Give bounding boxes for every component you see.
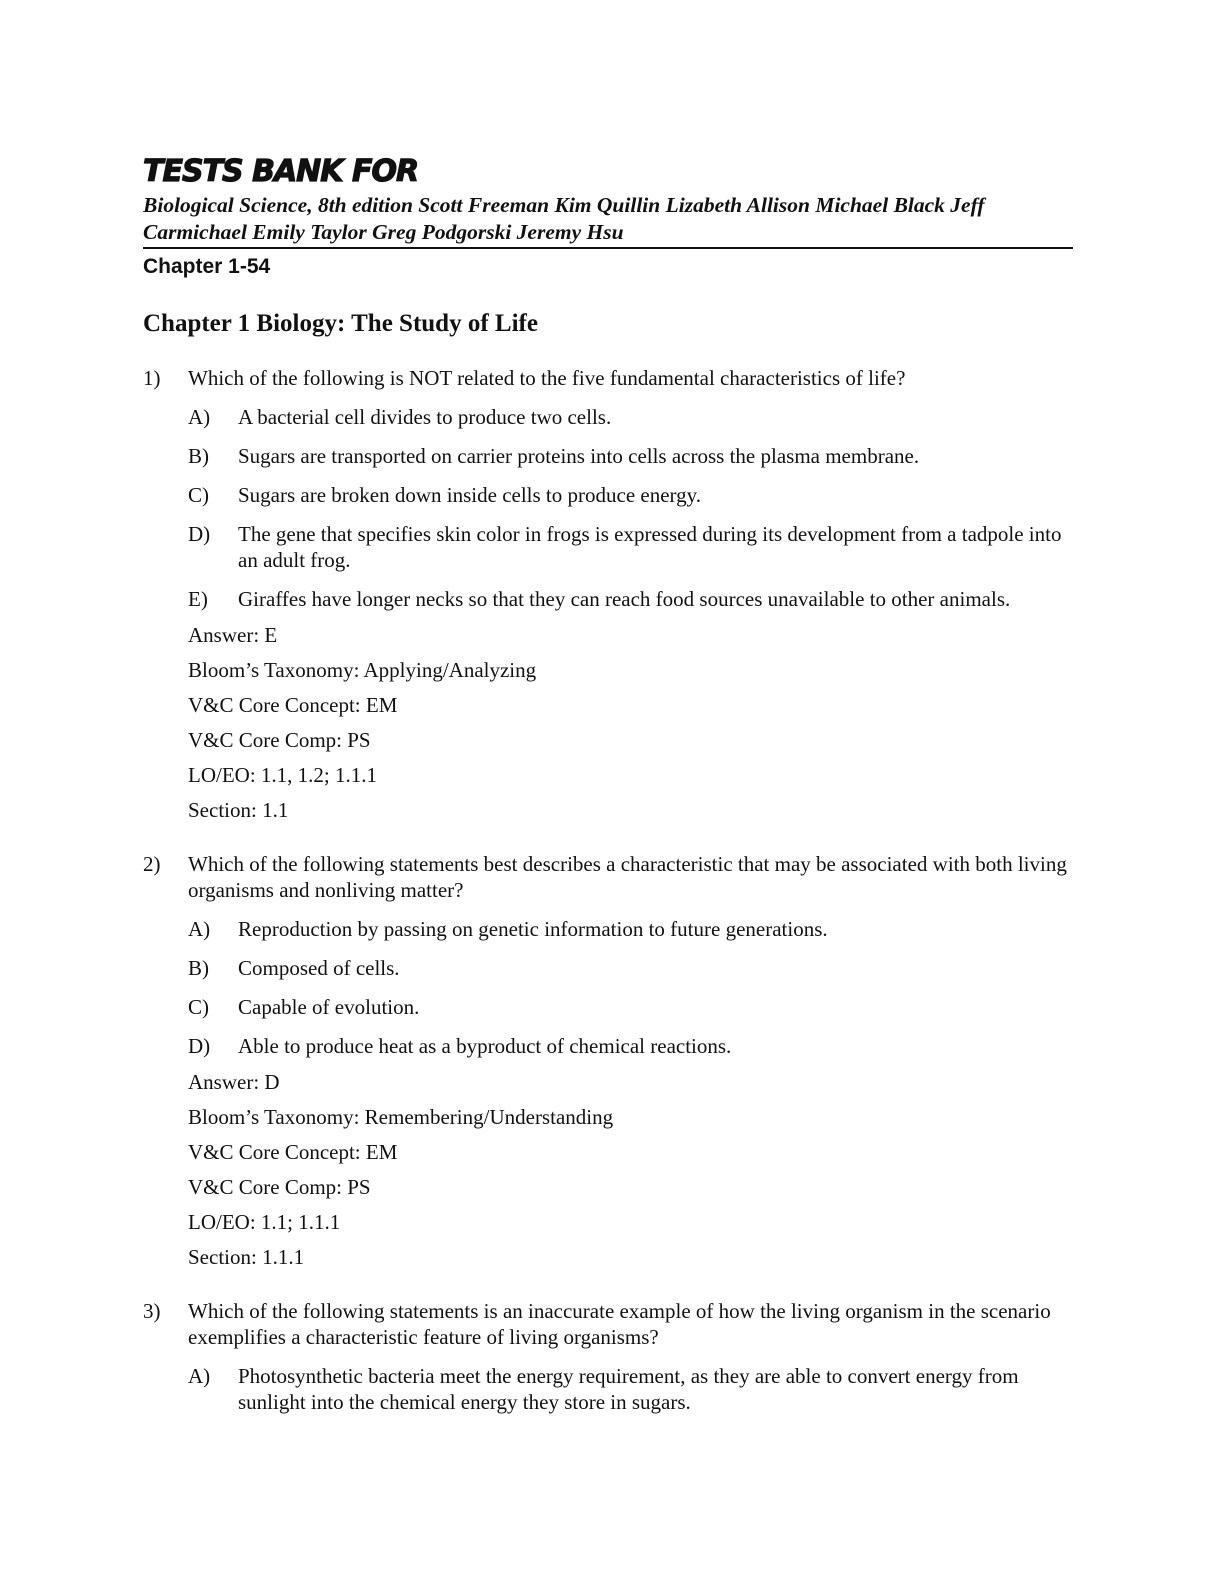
document-page (143, 150, 1073, 1428)
option-b (188, 955, 1073, 981)
question-text: Which of the following statements best describes a characteristic that may be associated with both living organisms and nonliving matter? (188, 852, 1067, 902)
option-e (188, 586, 1073, 612)
question-text: Which of the following is NOT related to the five fundamental characteristics of life? (188, 366, 906, 390)
question-text: Which of the following statements is an inaccurate example of how the living organism in the scenario exemplifies a characteristic feature of living organisms? (188, 1299, 1051, 1349)
answer-line: Answer: E (188, 623, 278, 647)
option-b (188, 443, 1073, 469)
header-divider (143, 247, 1073, 249)
option-letter: D) (188, 522, 211, 546)
option-letter: B) (188, 956, 209, 980)
core-concept-line: V&C Core Concept: EM (188, 1140, 398, 1164)
option-c (188, 994, 1073, 1020)
blooms-taxonomy-line: Bloom’s Taxonomy: Applying/Analyzing (188, 658, 537, 682)
option-letter: A) (188, 1364, 211, 1388)
section-line: Section: 1.1 (188, 798, 289, 822)
core-concept-line: V&C Core Concept: EM (188, 693, 398, 717)
question-2 (143, 851, 1073, 1270)
option-letter: D) (188, 1034, 211, 1058)
option-letter: C) (188, 995, 209, 1019)
option-text: The gene that specifies skin color in frogs is expressed during its development from a tadpole into an adult frog. (238, 522, 1062, 572)
answer-options (188, 916, 1073, 1059)
question-number: 1) (143, 366, 161, 390)
banner-title: TESTS BANK FOR (143, 154, 419, 189)
question-metadata (188, 622, 1073, 823)
lo-eo-line: LO/EO: 1.1; 1.1.1 (188, 1210, 341, 1234)
chapter-range: Chapter 1-54 (143, 255, 271, 278)
answer-line: Answer: D (188, 1070, 280, 1094)
question-metadata (188, 1069, 1073, 1270)
core-comp-line: V&C Core Comp: PS (188, 1175, 371, 1199)
option-text: Capable of evolution. (238, 995, 420, 1019)
section-line: Section: 1.1.1 (188, 1245, 305, 1269)
option-d (188, 521, 1073, 573)
option-a (188, 916, 1073, 942)
option-text: Photosynthetic bacteria meet the energy requirement, as they are able to convert energy from sunlight into the chemical energy they store in sugars. (238, 1364, 1019, 1414)
option-text: Sugars are broken down inside cells to produce energy. (238, 483, 702, 507)
option-letter: A) (188, 917, 211, 941)
option-letter: C) (188, 483, 209, 507)
option-letter: E) (188, 587, 208, 611)
answer-options (188, 404, 1073, 612)
core-comp-line: V&C Core Comp: PS (188, 728, 371, 752)
question-3 (143, 1298, 1073, 1415)
question-number: 2) (143, 852, 161, 876)
option-a (188, 404, 1073, 430)
question-number: 3) (143, 1299, 161, 1323)
option-text: Sugars are transported on carrier proteins into cells across the plasma membrane. (238, 444, 920, 468)
option-text: Composed of cells. (238, 956, 400, 980)
question-1 (143, 365, 1073, 823)
option-letter: A) (188, 405, 211, 429)
option-text: Giraffes have longer necks so that they can reach food sources unavailable to other animals. (238, 587, 1011, 611)
option-text: Reproduction by passing on genetic information to future generations. (238, 917, 828, 941)
chapter-heading: Chapter 1 Biology: The Study of Life (143, 310, 538, 337)
option-c (188, 482, 1073, 508)
answer-options (188, 1363, 1073, 1415)
option-text: Able to produce heat as a byproduct of chemical reactions. (238, 1034, 732, 1058)
option-text: A bacterial cell divides to produce two cells. (238, 405, 612, 429)
option-a (188, 1363, 1073, 1415)
option-letter: B) (188, 444, 209, 468)
book-title: Biological Science, 8th edition Scott Freeman Kim Quillin Lizabeth Allison Michael Black Jeff Carmichael Emily Taylor Greg Podgorski Jeremy Hsu (143, 193, 985, 244)
lo-eo-line: LO/EO: 1.1, 1.2; 1.1.1 (188, 763, 377, 787)
option-d (188, 1033, 1073, 1059)
blooms-taxonomy-line: Bloom’s Taxonomy: Remembering/Understanding (188, 1105, 614, 1129)
